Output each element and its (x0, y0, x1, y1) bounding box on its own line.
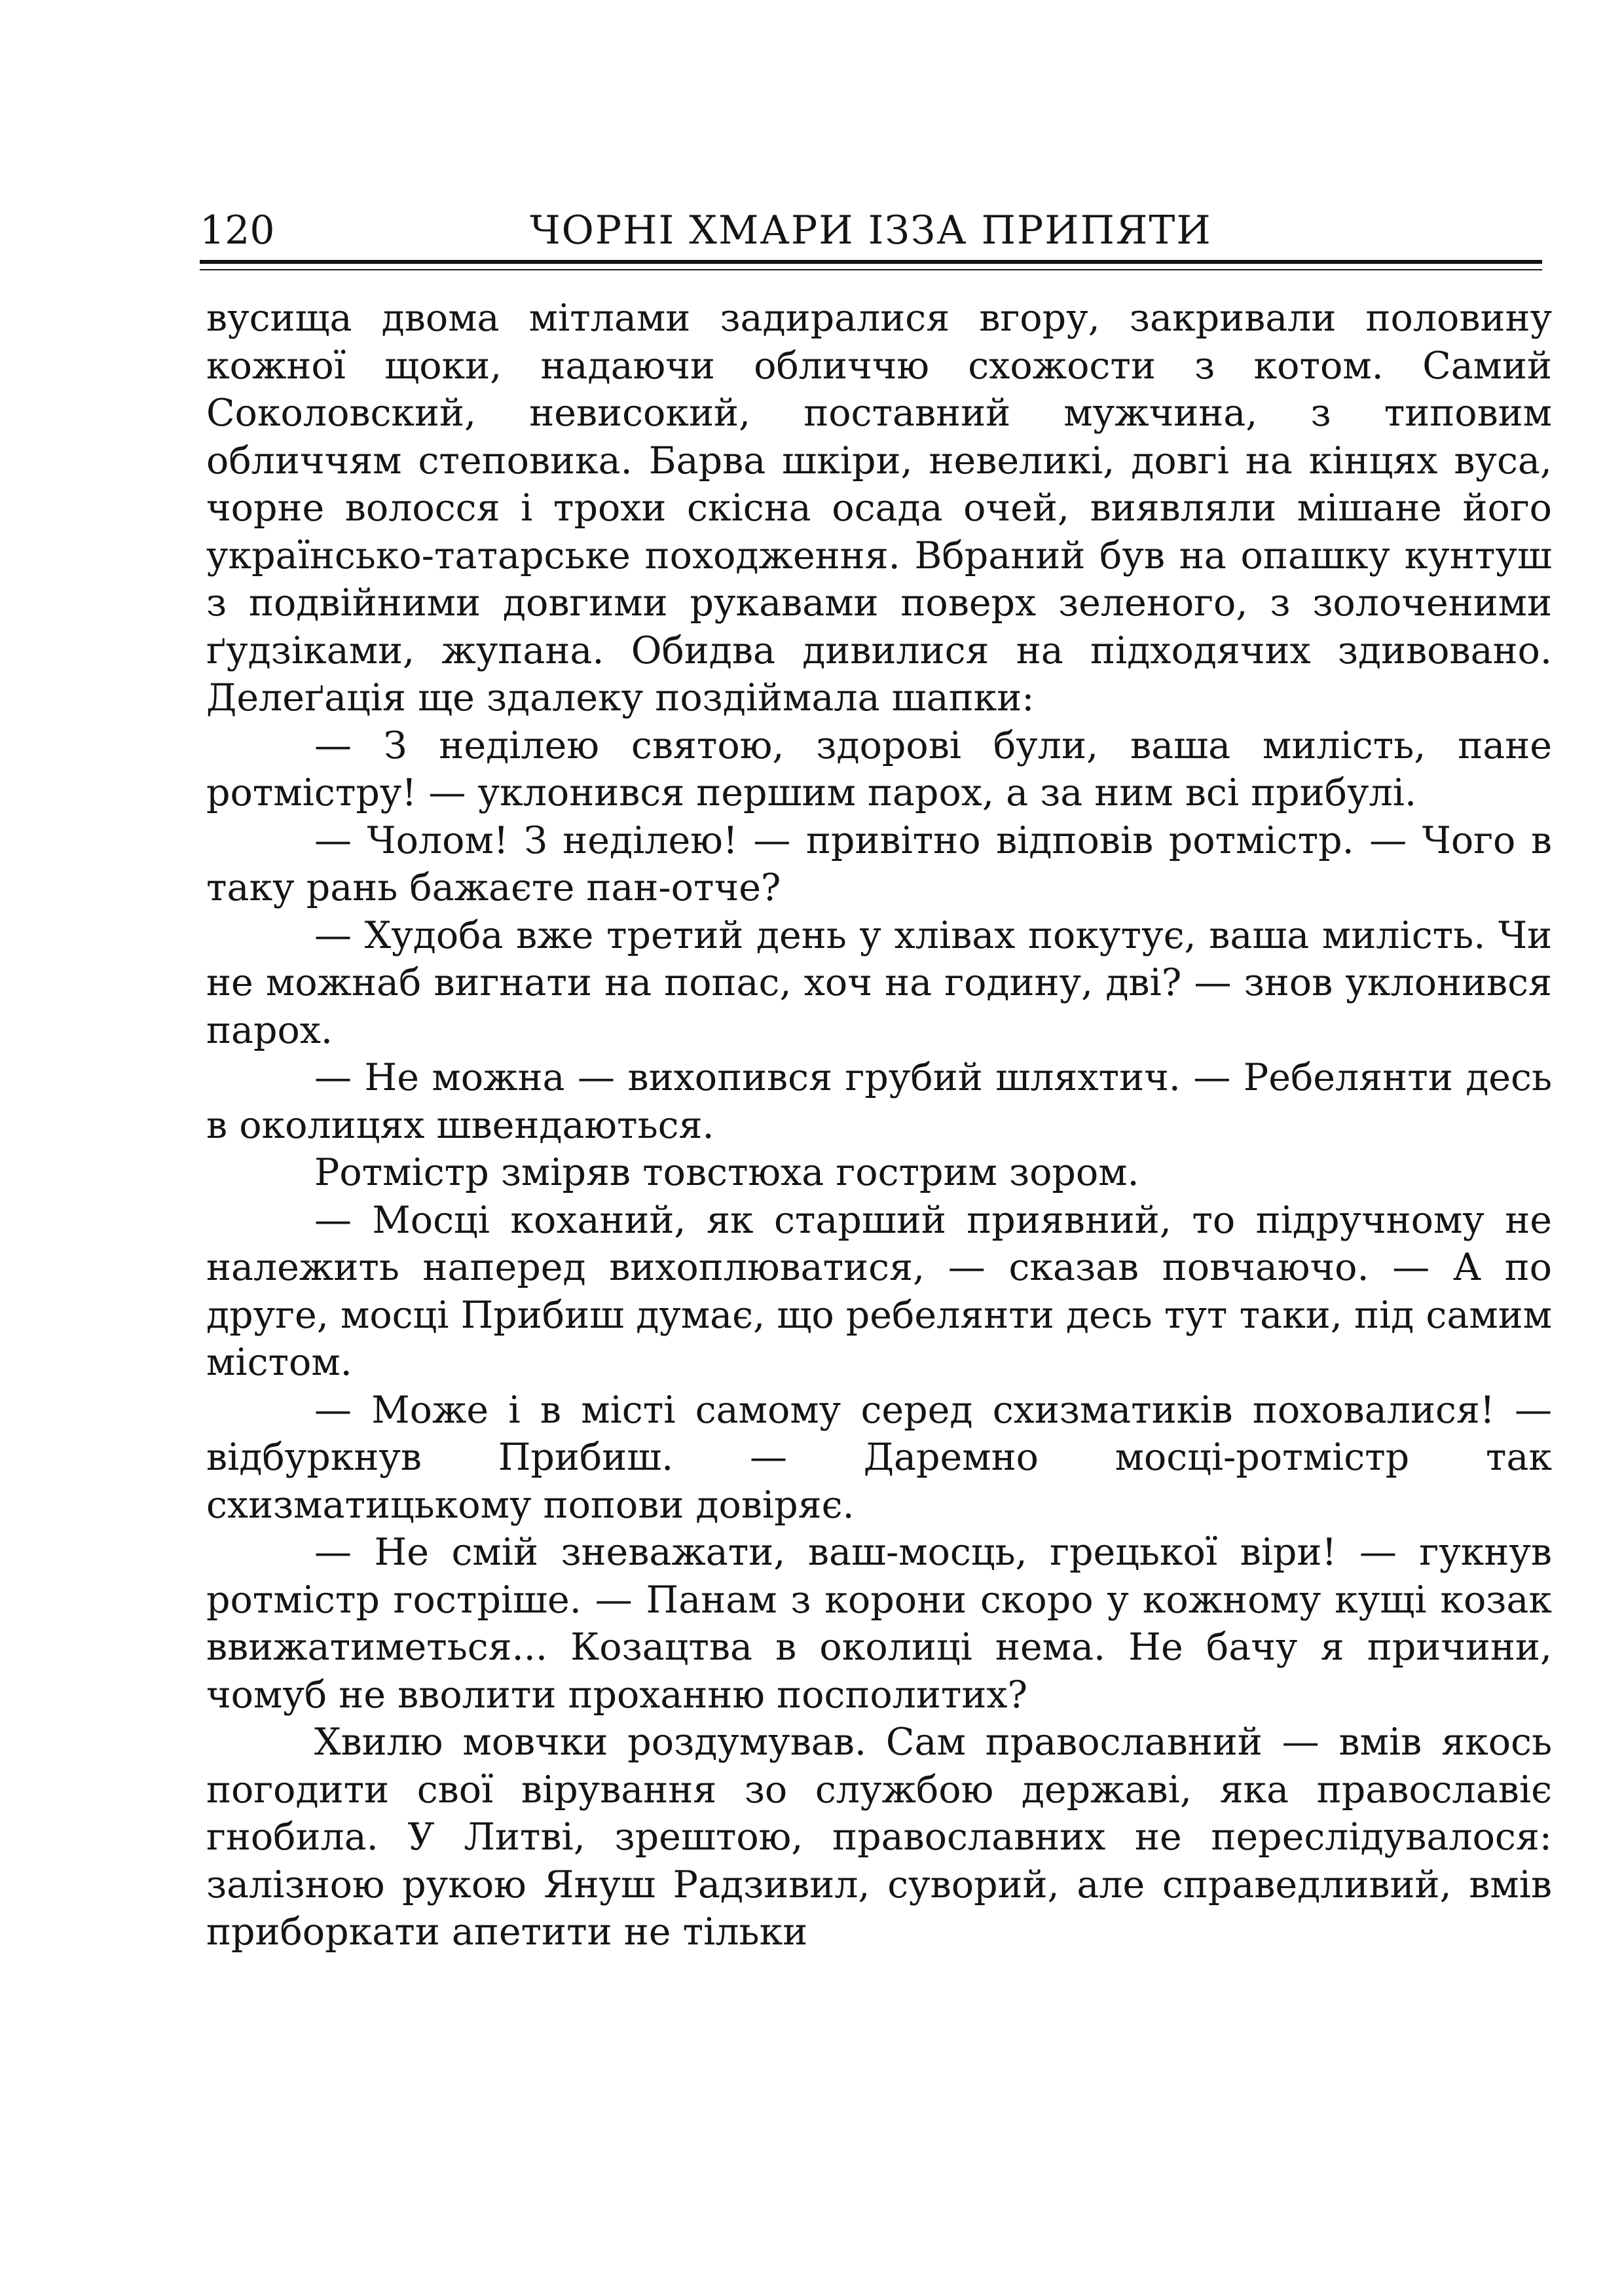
paragraph: — Худоба вже третий день у хлівах покутує, ваша милість. Чи не можнаб вигнати на попас, хоч на годину, дві? — знов уклонився парох. (206, 913, 1552, 1052)
header-rule (200, 260, 1542, 264)
body-text (206, 295, 1552, 1956)
header-rule-thin (200, 269, 1542, 270)
paragraph: — З неділею святою, здорові були, ваша милість, пане ротмістру! — уклонився першим парох, а за ним всі прибулі. (206, 723, 1552, 814)
paragraph: Ротмістр зміряв товстюха гострим зором. (314, 1151, 1139, 1194)
paragraph: — Мосці коханий, як старший приявний, то підручному не належить наперед вихоплюватися, — сказав повчаючо. — А по друге, мосці Прибиш думає, що ребелянти десь тут таки, під самим містом. (206, 1198, 1552, 1384)
page-header (200, 204, 1542, 257)
running-title: ЧОРНІ ХМАРИ ІЗЗА ПРИПЯТИ (530, 208, 1212, 253)
paragraph: Хвилю мовчки роздумував. Сам православний — вмів якось погодити свої вірування зо службою державі, яка православіє гнобила. У Литві, зрештою, православних не переслідувалося: залізною рукою Януш Радзивил, суворий, але справедливий, вмів приборкати апетити не тільки (206, 1721, 1552, 1954)
paragraph: — Може і в місті самому серед схизматиків поховалися! — відбуркнув Прибиш. — Даремно мосці-ротмістр так схизматицькому попови довіряє. (206, 1388, 1552, 1527)
paragraph: — Не смій зневажати, ваш-мосць, грецької віри! — гукнув ротмістр гостріше. — Панам з корони скоро у кожному кущі козак ввижатиметься... Козацтва в околиці нема. Не бачу я причини, чомуб не вволити проханню посполитих? (206, 1531, 1552, 1717)
paragraph: — Чолом! З неділею! — привітно відповів ротмістр. — Чого в таку рань бажаєте пан-отче? (206, 818, 1552, 909)
paragraph: вусища двома мітлами задиралися вгору, закривали половину кожної щоки, надаючи обличчю схожости з котом. Самий Соколовский, невисокий, поставний мужчина, з типовим обличчям степовика. Барва шкіри, невеликі, довгі на кінцях вуса, чорне волосся і трохи скісна осада очей, виявляли мішане його українсько-татарське походження. Вбраний був на опашку кунтуш з подвійними довгими рукавами поверх зеленого, з золоченими ґудзіками, жупана. Обидва дивилися на підходячих здивовано. Делеґація ще здалеку поздіймала шапки: (206, 297, 1552, 720)
page-number: 120 (200, 208, 275, 253)
paragraph: — Не можна — вихопився грубий шляхтич. — Ребелянти десь в околицях швендаються. (206, 1056, 1552, 1147)
